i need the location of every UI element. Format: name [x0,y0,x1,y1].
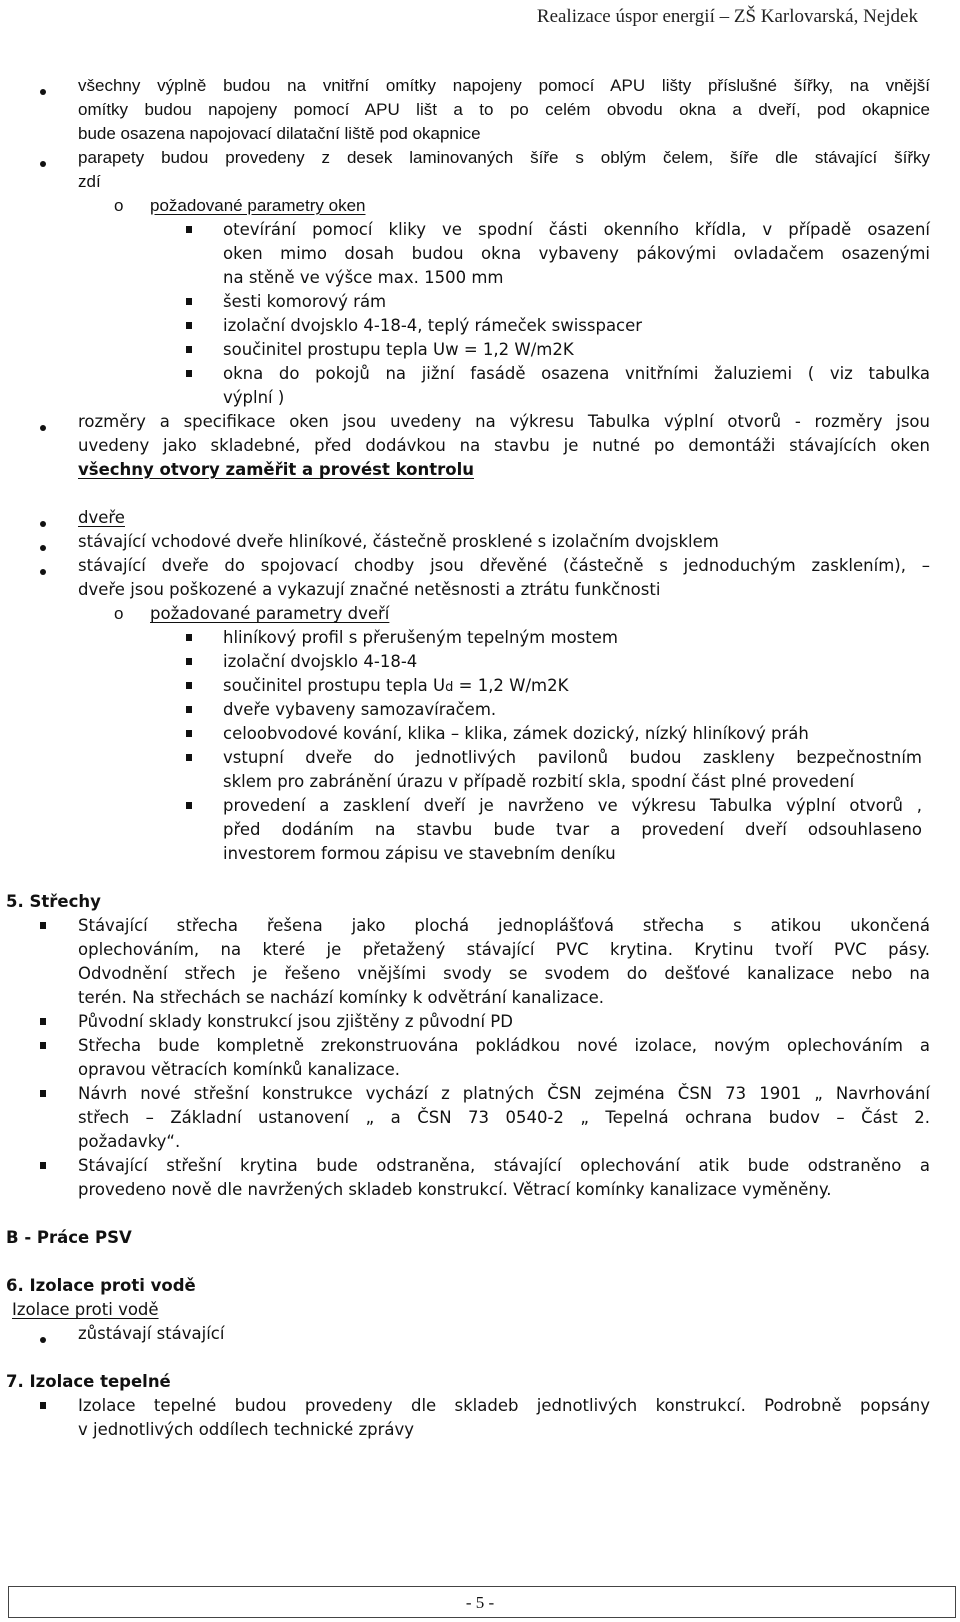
bullet-dot-icon [40,425,46,431]
text-line: izolační dvojsklo 4-18-4, teplý rámeček swisspacer [223,316,643,335]
bullet-dot-icon [40,569,46,575]
text-line: oken mimo dosah budou okna vybaveny pákovými ovladačem osazenými [223,244,930,263]
text-line: terén. Na střechách se nachází komínky k odvětrání kanalizace. [78,988,605,1007]
section-heading: 6. Izolace proti vodě [6,1276,196,1295]
square-bullet-icon [186,658,192,665]
bullet-dot-icon [40,89,46,95]
bold-note: všechny otvory zaměřit a provést kontrolu [78,460,474,479]
text-line: střech – Základní ustanovení „ a ČSN 73 0540-2 „ Tepelná ochrana budov – Část 2. [78,1108,930,1127]
text-line: celoobvodové kování, klika – klika, zámek dozický, nízký hliníkový práh [223,724,809,743]
square-bullet-icon [40,1018,46,1025]
text-line: provedení a zasklení dveří je navrženo ve výkresu Tabulka výplní otvorů , [223,796,922,815]
square-bullet-icon [40,1162,46,1169]
square-bullet-icon [40,1042,46,1049]
text-line: šesti komorový rám [223,292,387,311]
text-line: Stávající střecha řešena jako plochá jednoplášťová střecha s atikou ukončená [78,916,930,935]
text-line: omítky budou napojeny pomocí APU lišt a to po celém obvodu okna a dveří, pod okapnice [78,100,930,119]
text-line: rozměry a specifikace oken jsou uvedeny na výkresu Tabulka výplní otvorů - rozměry jsou [78,412,930,431]
section-heading: 7. Izolace tepelné [6,1372,171,1391]
square-bullet-icon [186,730,192,737]
section-heading: 5. Střechy [6,892,101,911]
square-bullet-icon [186,802,192,809]
square-bullet-icon [186,634,192,641]
section-subtitle: dveře [78,508,125,527]
text-line: v jednotlivých oddílech technické zprávy [78,1420,415,1439]
section-heading: B - Práce PSV [6,1228,132,1247]
text-line: investorem formou zápisu ve stavebním deníku [223,844,616,863]
text-line: požadavky“. [78,1132,181,1151]
square-bullet-icon [186,226,192,233]
text-line: oplechováním, na které je přetažený stávající PVC krytina. Krytinu tvoří PVC pásy. [78,940,930,959]
text-line: hliníkový profil s přerušeným tepelným mostem [223,628,618,647]
text-line: před dodáním na stavbu bude tvar a provedení dveří odsouhlaseno [223,820,922,839]
text-line: stávající dveře do spojovací chodby jsou dřevěné (částečně s jednoduchým zasklením), – [78,556,930,575]
square-bullet-icon [40,1090,46,1097]
text-part: = 1,2 W/m2K [453,676,569,695]
text-line: bude osazena napojovací dilatační liště pod okapnice [78,124,481,143]
square-bullet-icon [186,682,192,689]
text-line: opravou větracích komínků kanalizace. [78,1060,401,1079]
text-line: parapety budou provedeny z desek laminovaných šíře s oblým čelem, šíře dle stávající šířky [78,148,930,167]
text-part: součinitel prostupu tepla U [223,676,446,695]
bullet-dot-icon [40,1337,46,1343]
text-line: uvedeny jako skladebné, před dodávkou na stavbu je nutné po demontáži stávajících oken [78,436,930,455]
text-line [223,674,568,700]
square-bullet-icon [186,754,192,761]
text-line: provedeno nově dle navržených skladeb konstrukcí. Větrací komínky kanalizace vyměněny. [78,1180,832,1199]
square-bullet-icon [186,346,192,353]
section-subtitle: Izolace proti vodě [12,1300,159,1319]
text-line: součinitel prostupu tepla Uw = 1,2 W/m2K [223,340,574,359]
square-bullet-icon [186,298,192,305]
text-line: Odvodnění střech je řešeno vnějšími svody se svodem do dešťové kanalizace nebo na [78,964,930,983]
text-line: vstupní dveře do jednotlivých pavilonů budou zaskleny bezpečnostním [223,748,922,767]
text-line: dveře vybaveny samozavíračem. [223,700,497,719]
text-line: Návrh nové střešní konstrukce vychází z platných ČSN zejména ČSN 73 1901 „ Navrhování [78,1084,930,1103]
circle-bullet-icon: o [114,196,124,215]
text-line: Střecha bude kompletně zrekonstruována pokládkou nové izolace, novým oplechováním a [78,1036,930,1055]
text-line: otevírání pomocí kliky ve spodní části okenního křídla, v případě osazení [223,220,930,239]
bullet-dot-icon [40,521,46,527]
text-line: na stěně ve výšce max. 1500 mm [223,268,504,287]
text-line: izolační dvojsklo 4-18-4 [223,652,418,671]
square-bullet-icon [186,370,192,377]
subscript: d [445,680,454,695]
section-subtitle: požadované parametry oken [150,196,366,215]
square-bullet-icon [186,322,192,329]
square-bullet-icon [186,706,192,713]
square-bullet-icon [40,922,46,929]
text-line: výplní ) [223,388,285,407]
page-number: - 5 - [465,1593,495,1612]
bullet-dot-icon [40,161,46,167]
square-bullet-icon [40,1402,46,1409]
section-subtitle: požadované parametry dveří [150,604,390,623]
text-line: Izolace tepelné budou provedeny dle skladeb jednotlivých konstrukcí. Podrobně popsány [78,1396,930,1415]
text-line: okna do pokojů na jižní fasádě osazena vnitřními žaluziemi ( viz tabulka [223,364,930,383]
text-line: stávající vchodové dveře hliníkové, částečně prosklené s izolačním dvojsklem [78,532,719,551]
circle-bullet-icon: o [114,604,124,623]
page-header: Realizace úspor energií – ZŠ Karlovarská, Nejdek [536,6,918,27]
text-line: dveře jsou poškozené a vykazují značné netěsnosti a ztrátu funkčnosti [78,580,661,599]
text-line: zůstávají stávající [78,1324,225,1343]
text-line: všechny výplně budou na vnitřní omítky napojeny pomocí APU lišty příslušné šířky, na vnější [78,76,930,95]
text-line: zdí [78,172,101,191]
bullet-dot-icon [40,545,46,551]
text-line: sklem pro zabránění úrazu v případě rozbití skla, spodní část plné provedení [223,772,855,791]
text-line: Stávající střešní krytina bude odstraněna, stávající oplechování atik bude odstraněno a [78,1156,930,1175]
text-line: Původní sklady konstrukcí jsou zjištěny z původní PD [78,1012,513,1031]
